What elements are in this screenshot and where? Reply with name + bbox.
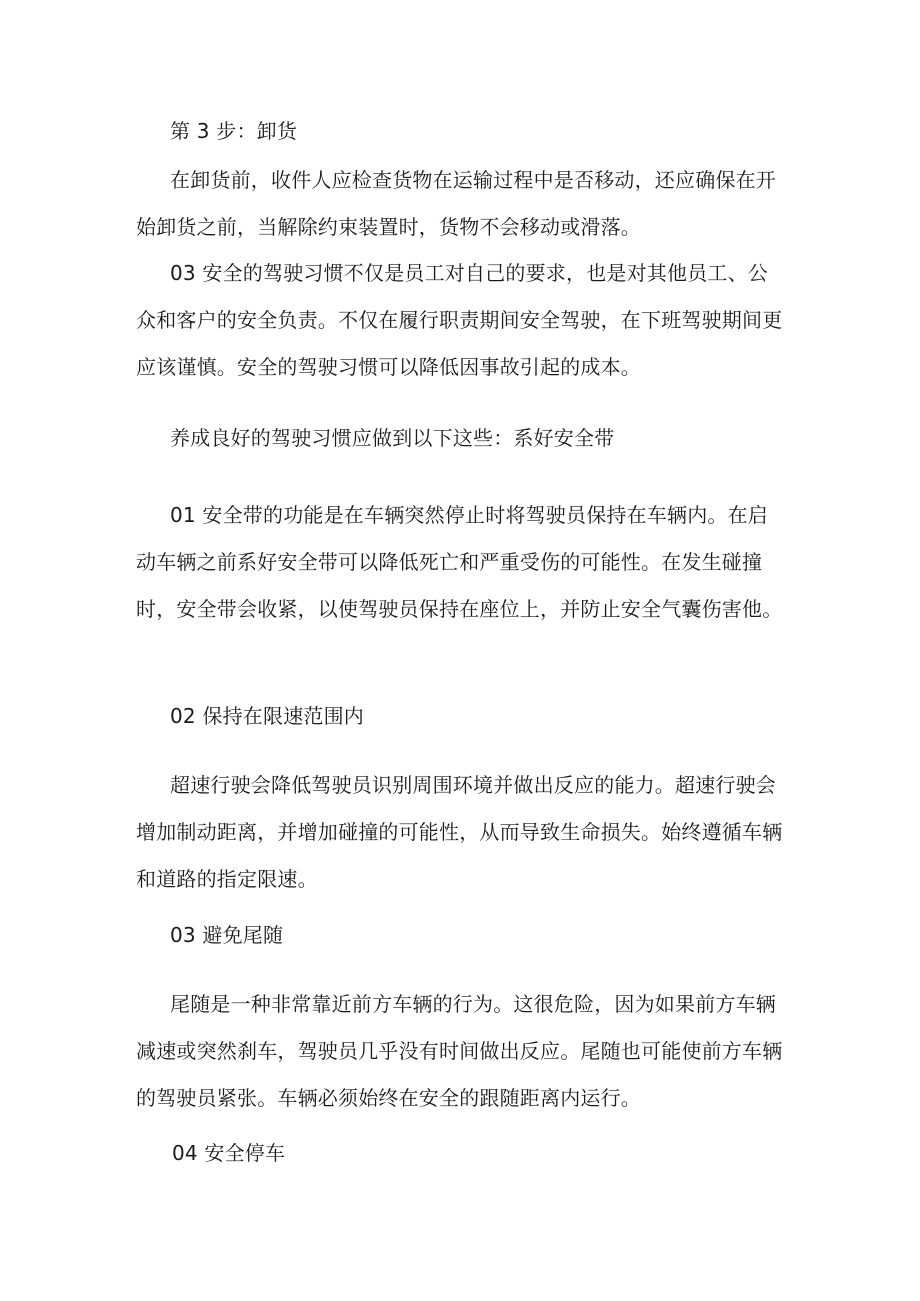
- item04-heading: 04 安全停车: [172, 1141, 286, 1165]
- item02-body-paragraph: 超速行驶会降低驾驶员识别周围环境并做出反应的能力。超速行驶会增加制动距离，并增加碰撞的可能性，从而导致生命损失。始终遵循车辆和道路的指定限速。: [136, 773, 783, 891]
- item01-seatbelt-paragraph: 01 安全带的功能是在车辆突然停止时将驾驶员保持在车辆内。在启动车辆之前系好安全带可以降低死亡和严重受伤的可能性。在发生碰撞时，安全带会收紧，以使驾驶员保持在座位上，并防止安全气囊伤害他。: [136, 503, 783, 621]
- item03-habit-paragraph: 03 安全的驾驶习惯不仅是员工对自己的要求，也是对其他员工、公众和客户的安全负责。不仅在履行职责期间安全驾驶，在下班驾驶期间更应该谨慎。安全的驾驶习惯可以降低因事故引起的成本。: [136, 261, 783, 379]
- item03-heading: 03 避免尾随: [170, 923, 284, 947]
- item03-body-paragraph: 尾随是一种非常靠近前方车辆的行为。这很危险，因为如果前方车辆减速或突然刹车，驾驶员几乎没有时间做出反应。尾随也可能使前方车辆的驾驶员紧张。车辆必须始终在安全的跟随距离内运行。: [136, 992, 783, 1110]
- step3-body-paragraph: 在卸货前，收件人应检查货物在运输过程中是否移动，还应确保在开始卸货之前，当解除约束装置时，货物不会移动或滑落。: [136, 168, 776, 239]
- step3-heading: 第 3 步：卸货: [170, 119, 298, 143]
- habits-intro-paragraph: 养成良好的驾驶习惯应做到以下这些：系好安全带: [170, 426, 615, 450]
- item02-heading: 02 保持在限速范围内: [170, 704, 365, 728]
